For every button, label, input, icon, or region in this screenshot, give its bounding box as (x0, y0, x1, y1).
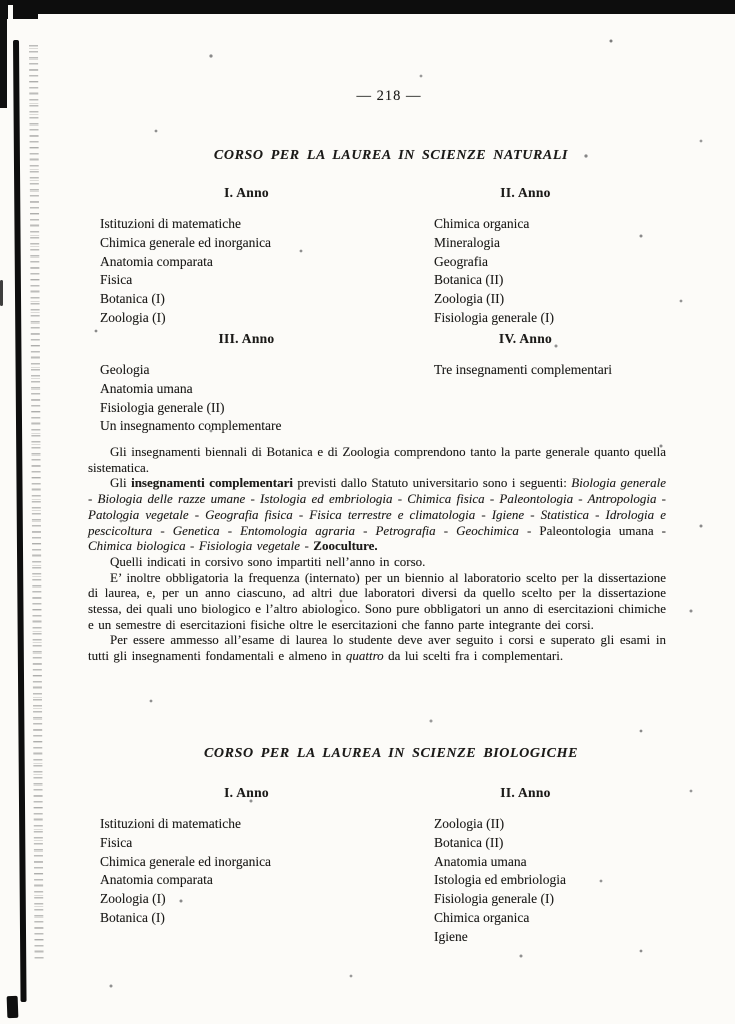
scan-speckle-band (29, 45, 44, 960)
column-anno-3 (88, 330, 405, 436)
course-item: Anatomia comparata (100, 872, 213, 888)
course-item: Fisica (100, 834, 133, 850)
course-item: Botanica (I) (100, 909, 165, 925)
course-item: Fisiologia generale (I) (434, 309, 554, 325)
text-run: da lui scelti fra i complementari. (383, 648, 564, 664)
course-item: Anatomia umana (434, 853, 527, 869)
text-run: - Paleontologia umana - (518, 522, 666, 538)
paragraph-corsivo (88, 554, 666, 570)
year-header: I. Anno (224, 185, 269, 200)
scan-noise-specks (0, 0, 2, 2)
paragraph-complementari (88, 475, 666, 554)
page-number: — 218 — (356, 88, 422, 104)
paragraph-biennali (88, 444, 666, 475)
course-item: Chimica generale ed inorganica (100, 853, 272, 869)
text-run: Quelli indicati in corsivo sono impartiti nell’anno in corso. (110, 553, 426, 569)
course-item: Un insegnamento complementare (100, 418, 282, 434)
course-list-anno-3 (88, 361, 405, 436)
course-item: Mineralogia (434, 234, 500, 250)
text-run: Chimica biologica - Fisiologia vegetale (88, 538, 301, 554)
course-list-anno-1 (88, 215, 405, 328)
scan-left-edge-mark (0, 280, 3, 306)
course-list-bio-anno-2 (405, 815, 666, 947)
course-item: Botanica (II) (434, 272, 504, 288)
course-item: Istologia ed embriologia (434, 872, 566, 888)
body-paragraphs (88, 444, 666, 664)
text-run: insegnamenti complementari (131, 475, 293, 491)
text-run: Zooculture. (313, 538, 378, 554)
year-header: IV. Anno (498, 331, 553, 346)
text-run: Gli insegnamenti biennali di Botanica e di Zoologia comprendono tanto la parte generale quanto quella sistematica. (88, 444, 666, 475)
text-run: - (300, 538, 314, 554)
column-anno-2 (405, 184, 666, 328)
paragraph-ammissione (88, 632, 666, 663)
course-item: Anatomia comparata (100, 253, 213, 269)
course-item: Fisiologia generale (II) (100, 399, 225, 415)
course-item: Tre insegnamenti complementari (434, 362, 612, 377)
scan-corner-notch (8, 5, 13, 19)
section-title-scienze-naturali: CORSO PER LA LAUREA IN SCIENZE NATURALI (213, 148, 569, 163)
text-run: quattro (345, 648, 384, 664)
page-content (88, 0, 666, 1024)
year-header: II. Anno (500, 785, 551, 800)
course-item: Botanica (I) (100, 291, 165, 307)
scan-left-edge-strip (0, 0, 7, 108)
year-block-anno-3-4 (88, 330, 666, 436)
course-item: Chimica organica (434, 216, 530, 231)
text-run: Biologia generale - Biologia delle razze umane - Istologia ed embriologia - Chimica fisica - Paleontologia - Antropologia - Patologia vegetale - Geografia fisica - Fisica terrestre e climatologia - Igiene - Statistica - Idrologia e pescicoltura - Genetica - Entomologia agraria - Petrografia - Geochimica (88, 475, 666, 538)
text-run: Per essere ammesso all’esame di laurea lo studente deve aver seguito i corsi e superato gli esami in tutti gli insegnamenti fondamentali e almeno in (88, 632, 666, 664)
text-run: previsti dallo Statuto universitario sono i seguenti: (292, 475, 572, 491)
year-header: I. Anno (224, 785, 269, 800)
year-header: II. Anno (500, 185, 551, 200)
course-list-anno-2 (405, 215, 666, 328)
course-item: Botanica (II) (434, 834, 504, 850)
column-bio-anno-1 (88, 784, 405, 947)
year-block-anno-1-2 (88, 184, 666, 328)
column-bio-anno-2 (405, 784, 666, 947)
course-item: Istituzioni di matematiche (100, 216, 241, 231)
year-header: III. Anno (218, 331, 275, 346)
course-item: Geografia (434, 253, 488, 269)
course-item: Zoologia (I) (100, 891, 166, 907)
course-item: Zoologia (I) (100, 309, 166, 325)
paragraph-frequenza (88, 570, 666, 633)
year-block-biologiche-anno-1-2 (88, 784, 666, 947)
course-item: Zoologia (II) (434, 816, 505, 831)
text-run: Gli (110, 475, 132, 491)
course-item: Istituzioni di matematiche (100, 816, 241, 831)
course-item: Chimica organica (434, 909, 530, 925)
course-item: Zoologia (II) (434, 291, 505, 307)
course-item: Igiene (434, 928, 468, 944)
column-anno-4 (405, 330, 666, 436)
course-list-anno-4 (405, 361, 666, 380)
text-run: E’ inoltre obbligatoria la frequenza (internato) per un biennio al laboratorio scelto per la dissertazione di laurea, e, per un anno ciascuno, ad altri due laboratori diversi da quello scelto per la dissertazione stessa, dei quali uno biologico e l’altro abiologico. Sono pure obbligatori un anno di esercitazioni chimiche e un semestre di esercitazioni fisiche oltre le esercitazioni che fanno parte integrante dei corsi. (88, 569, 666, 632)
course-item: Geologia (100, 362, 150, 377)
course-item: Chimica generale ed inorganica (100, 234, 272, 250)
section-title-scienze-biologiche: CORSO PER LA LAUREA IN SCIENZE BIOLOGICHE (203, 746, 579, 761)
course-item: Fisica (100, 272, 133, 288)
scan-bottom-mark (7, 996, 19, 1018)
scan-binding-line (13, 40, 27, 1002)
course-item: Fisiologia generale (I) (434, 891, 554, 907)
course-list-bio-anno-1 (88, 815, 405, 928)
course-item: Anatomia umana (100, 380, 193, 396)
column-anno-1 (88, 184, 405, 328)
